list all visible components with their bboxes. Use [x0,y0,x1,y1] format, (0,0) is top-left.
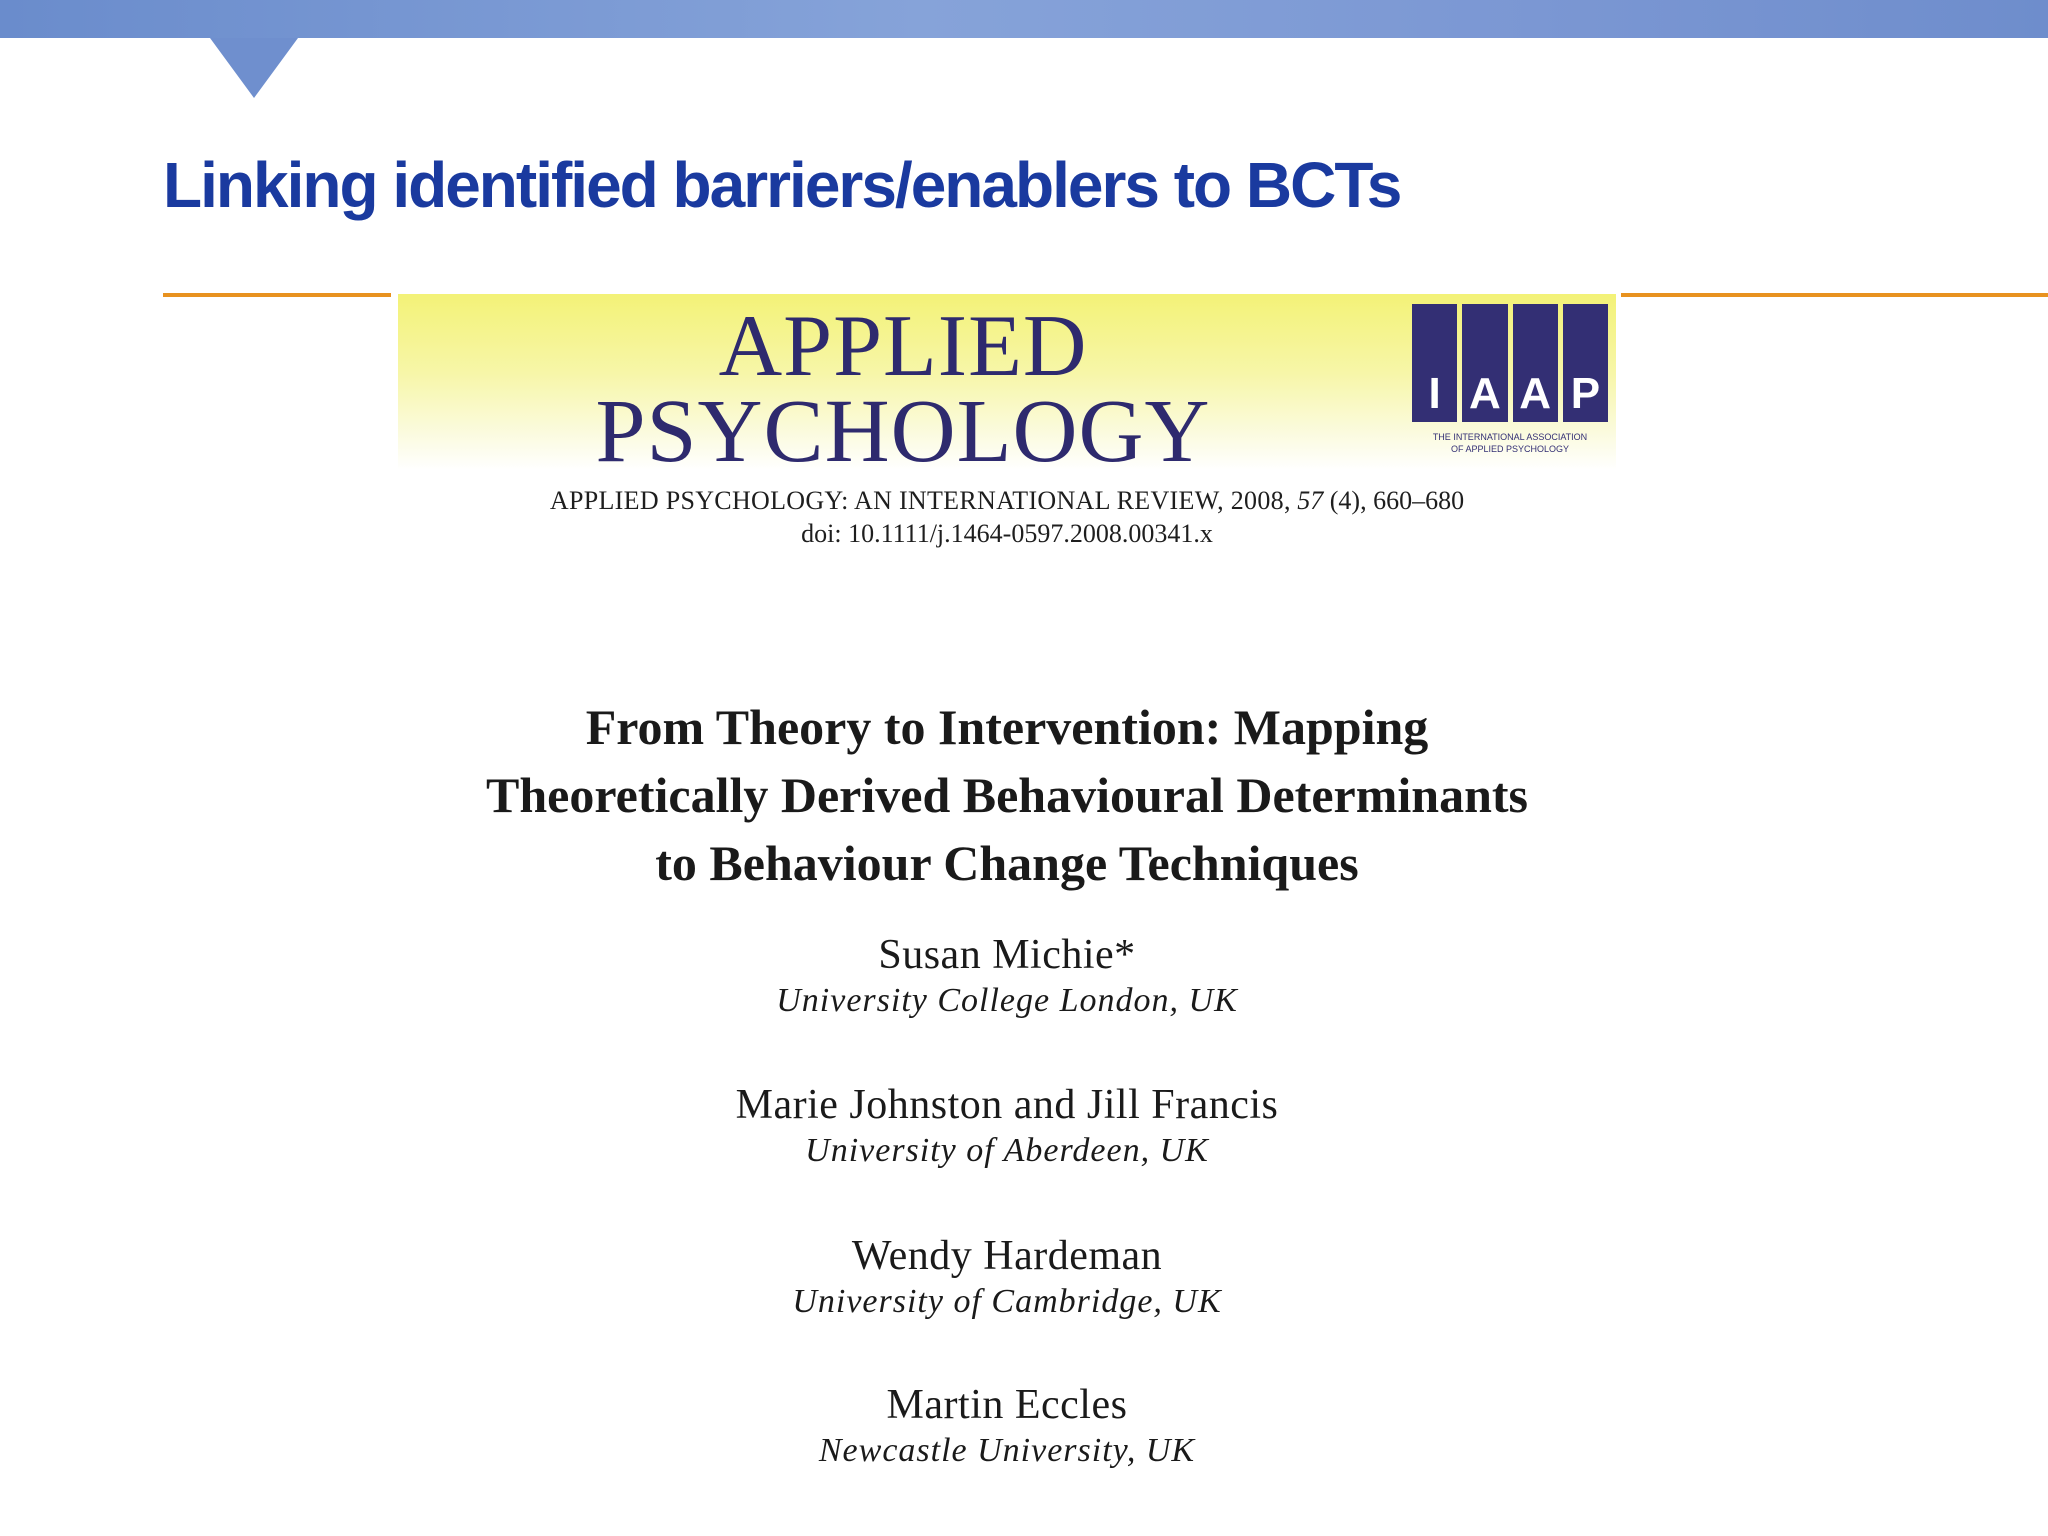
author-affiliation: University of Cambridge, UK [792,1283,1222,1320]
iaap-subtitle-line2: OF APPLIED PSYCHOLOGY [1450,444,1570,454]
header-band [0,0,2048,38]
author-block [500,1081,1514,1173]
iaap-logo-subtitle [1412,431,1608,455]
iaap-letter: I [1412,304,1457,422]
author-name: Martin Eccles [886,1382,1128,1428]
citation-journal: APPLIED PSYCHOLOGY: AN INTERNATIONAL REVIEW, 2008, [549,486,1291,515]
citation-volume: 57 [1297,486,1324,515]
author-affiliation: University College London, UK [776,982,1238,1019]
paper-title-line: to Behaviour Change Techniques [655,835,1359,891]
journal-name-line2: PSYCHOLOGY [595,382,1211,470]
iaap-logo-bars [1412,304,1608,422]
author-name: Susan Michie* [878,932,1136,978]
author-affiliation: University of Aberdeen, UK [805,1132,1209,1169]
citation [400,484,1614,550]
iaap-letter: P [1563,304,1608,422]
paper-title [300,693,1714,897]
author-block [500,1381,1514,1473]
iaap-subtitle-line1: THE INTERNATIONAL ASSOCIATION [1432,432,1588,442]
iaap-letter: A [1462,304,1507,422]
journal-banner [398,294,1616,470]
header-pointer [210,38,298,98]
citation-doi: doi: 10.1111/j.1464-0597.2008.00341.x [801,519,1213,548]
citation-line [400,484,1614,517]
title-rule-right [1621,293,2048,297]
iaap-logo [1412,304,1608,464]
iaap-letter: A [1513,304,1558,422]
author-block [500,931,1514,1023]
author-name: Wendy Hardeman [851,1233,1163,1279]
author-name: Marie Johnston and Jill Francis [735,1082,1279,1128]
slide-title: Linking identified barriers/enablers to BCTs [163,149,1401,221]
citation-issue-pages: (4), 660–680 [1329,486,1465,515]
author-affiliation: Newcastle University, UK [818,1432,1196,1469]
paper-title-line: Theoretically Derived Behavioural Determinants [486,767,1528,823]
author-block [500,1232,1514,1324]
journal-name-line1: APPLIED [718,298,1088,395]
paper-title-line: From Theory to Intervention: Mapping [585,699,1429,755]
title-rule-left [163,293,391,297]
